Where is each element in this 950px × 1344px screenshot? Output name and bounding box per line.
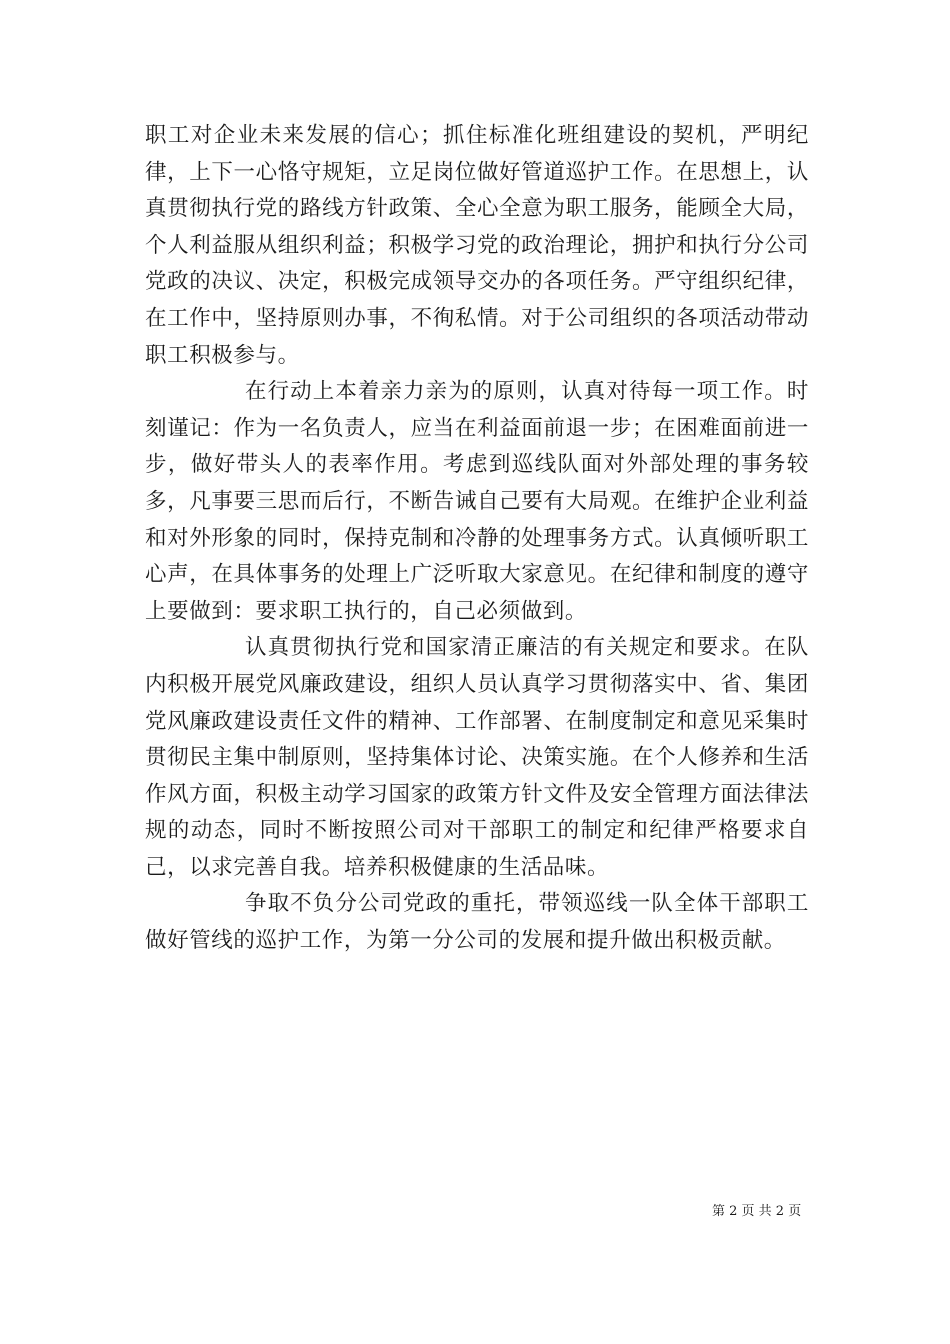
paragraph-conduct: 在行动上本着亲力亲为的原则，认真对待每一项工作。时刻谨记：作为一名负责人，应当在利益面前退一步；在困难面前进一步，做好带头人的表率作用。考虑到巡线队面对外部处理的事务较多，凡事要三思而后行，不断告诫自己要有大局观。在维护企业利益和对外形象的同时，保持克制和冷静的处理事务方式。认真倾听职工心声，在具体事务的处理上广泛听取大家意见。在纪律和制度的遵守上要做到：要求职工执行的，自己必须做到。 [145,379,809,624]
paragraph-integrity: 认真贯彻执行党和国家清正廉洁的有关规定和要求。在队内积极开展党风廉政建设，组织人员认真学习贯彻落实中、省、集团党风廉政建设责任文件的精神、工作部署、在制度制定和意见采集时贯彻民主集中制原则，坚持集体讨论、决策实施。在个人修养和生活作风方面，积极主动学习国家的政策方针文件及安全管理方面法律法规的动态，同时不断按照公司对干部职工的制定和纪律严格要求自己，以求完善自我。培养积极健康的生活品味。 [145,635,809,880]
document-body [145,118,809,960]
paragraph-conclusion: 争取不负分公司党政的重托，带领巡线一队全体干部职工做好管线的巡护工作，为第一分公司的发展和提升做出积极贡献。 [145,891,809,954]
page-number-footer: 第 2 页 共 2 页 [712,1204,802,1219]
paragraph-continuation: 职工对企业未来发展的信心；抓住标准化班组建设的契机，严明纪律，上下一心恪守规矩，立足岗位做好管道巡护工作。在思想上，认真贯彻执行党的路线方针政策、全心全意为职工服务，能顾全大局，个人利益服从组织利益；积极学习党的政治理论，拥护和执行分公司党政的决议、决定，积极完成领导交办的各项任务。严守组织纪律，在工作中，坚持原则办事，不徇私情。对于公司组织的各项活动带动职工积极参与。 [145,123,809,368]
